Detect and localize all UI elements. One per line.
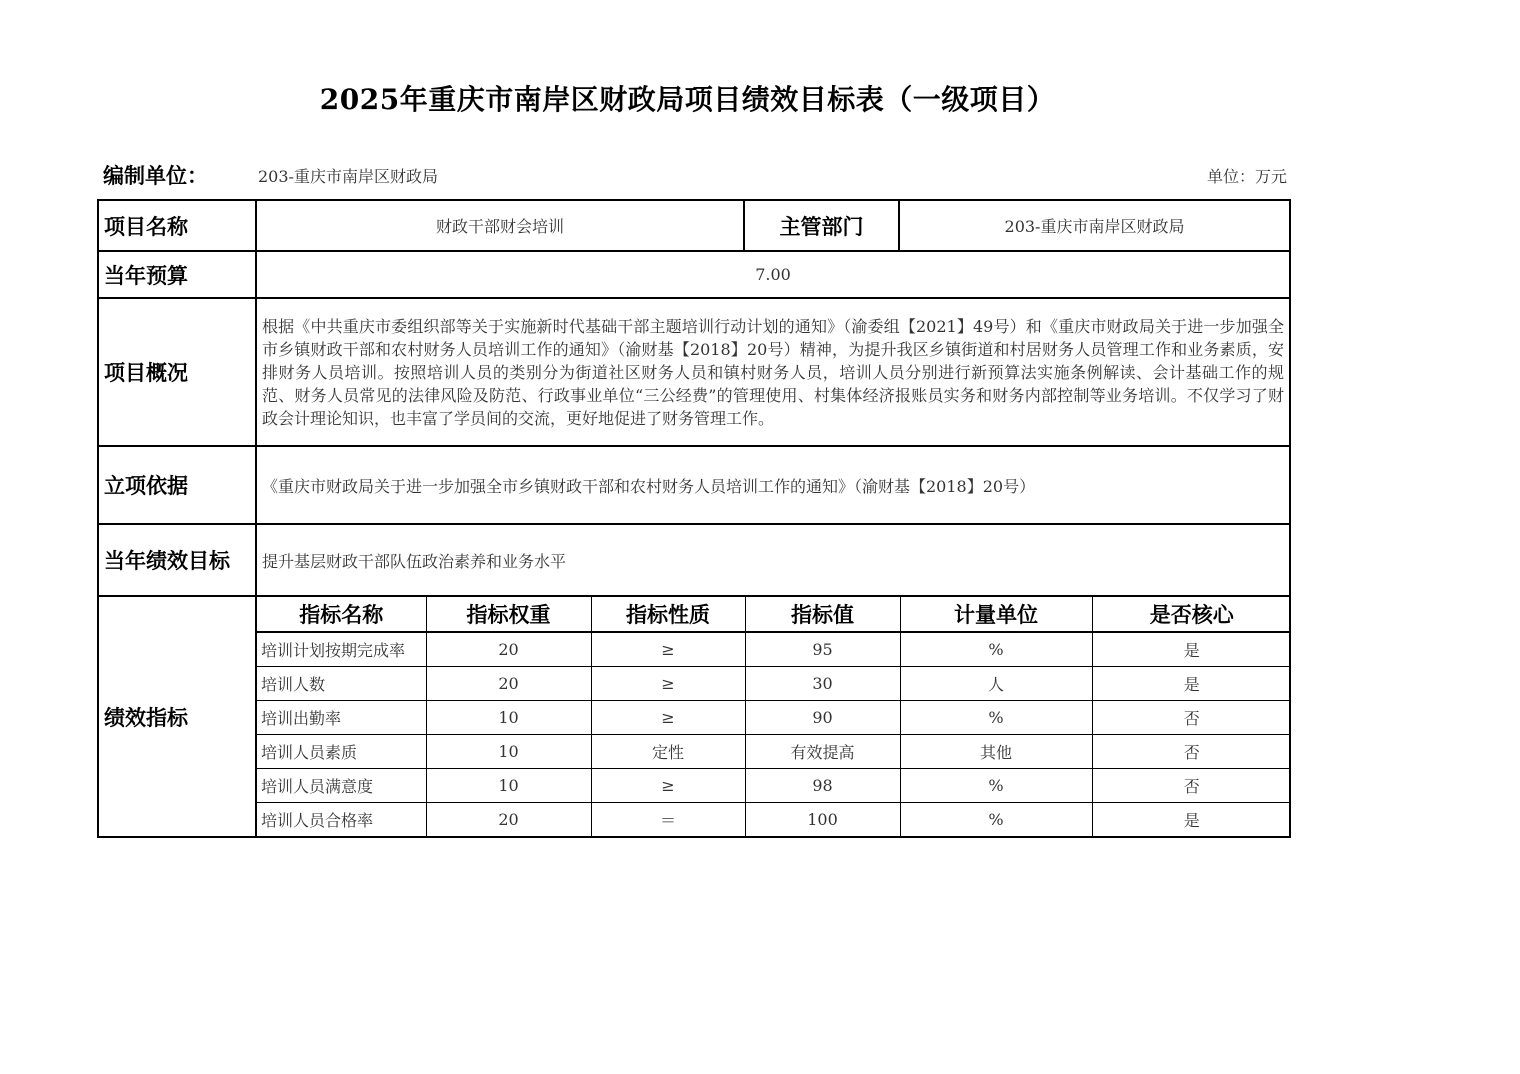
project-name-value: 财政干部财会培训 — [256, 200, 744, 251]
indicator-core: 否 — [1092, 735, 1291, 769]
indicator-name: 培训人员满意度 — [257, 769, 426, 803]
indicator-row — [257, 667, 1291, 701]
overview-text: 根据《中共重庆市委组织部等关于实施新时代基础干部主题培训行动计划的通知》（渝委组【2021】49号）和《重庆市财政局关于进一步加强全市乡镇财政干部和农村财务人员培训工作的通知》（渝财基【2018】20号）精神，为提升我区乡镇街道和村居财务人员管理工作和业务素质，安排财务人员培训。按照培训人员的类别分为街道社区财务人员和镇村财务人员，培训人员分别进行新预算法实施条例解读、会计基础工作的规范、财务人员常见的法律风险及防范、行政事业单位“三公经费”的管理使用、村集体经济报账员实务和财务内部控制等业务培训。不仅学习了财政会计理论知识，也丰富了学员间的交流，更好地促进了财务管理工作。 — [256, 298, 1290, 446]
money-unit: 单位：万元 — [1206, 167, 1287, 186]
indicator-row — [257, 735, 1291, 769]
indicator-unit-header: 计量单位 — [900, 597, 1092, 632]
indicators-table — [257, 597, 1291, 836]
indicator-name: 培训人数 — [257, 667, 426, 701]
goal-label: 当年绩效目标 — [98, 524, 256, 596]
indicator-nature: ≥ — [591, 632, 745, 667]
indicator-value-header: 指标值 — [745, 597, 900, 632]
indicator-row — [257, 803, 1291, 837]
indicator-nature: 定性 — [591, 735, 745, 769]
indicator-core-header: 是否核心 — [1092, 597, 1291, 632]
indicator-unit: 人 — [900, 667, 1092, 701]
indicator-unit: % — [900, 769, 1092, 803]
project-name-label: 项目名称 — [98, 200, 256, 251]
indicator-name: 培训出勤率 — [257, 701, 426, 735]
indicator-weight: 20 — [426, 667, 591, 701]
indicator-nature: ≥ — [591, 701, 745, 735]
indicator-unit: % — [900, 632, 1092, 667]
indicator-nature-header: 指标性质 — [591, 597, 745, 632]
unit-label: 编制单位： — [103, 163, 208, 188]
indicator-name-header: 指标名称 — [257, 597, 426, 632]
indicator-unit: % — [900, 803, 1092, 837]
indicator-value: 90 — [745, 701, 900, 735]
page-title: 2025年重庆市南岸区财政局项目绩效目标表（一级项目） — [319, 83, 1056, 116]
budget-label: 当年预算 — [98, 251, 256, 298]
indicator-value: 有效提高 — [745, 735, 900, 769]
indicators-label: 绩效指标 — [98, 596, 256, 837]
indicator-name: 培训计划按期完成率 — [257, 632, 426, 667]
indicator-core: 是 — [1092, 632, 1291, 667]
indicator-value: 30 — [745, 667, 900, 701]
indicator-weight: 10 — [426, 769, 591, 803]
indicator-core: 是 — [1183, 811, 1200, 830]
overview-label: 项目概况 — [98, 298, 256, 446]
indicator-core: 否 — [1092, 769, 1291, 803]
indicator-value: 95 — [745, 632, 900, 667]
indicator-unit: % — [900, 701, 1092, 735]
basis-text: 《重庆市财政局关于进一步加强全市乡镇财政干部和农村财务人员培训工作的通知》（渝财基【2018】20号） — [256, 446, 1290, 524]
indicator-weight: 10 — [426, 701, 591, 735]
indicator-weight-header: 指标权重 — [426, 597, 591, 632]
indicator-weight: 10 — [426, 735, 591, 769]
indicator-row — [257, 769, 1291, 803]
indicator-row — [257, 701, 1291, 735]
indicator-row — [257, 632, 1291, 667]
indicator-nature: ≥ — [591, 667, 745, 701]
unit-value: 203-重庆市南岸区财政局 — [258, 167, 438, 186]
indicator-core: 否 — [1092, 701, 1291, 735]
indicator-unit: 其他 — [900, 735, 1092, 769]
indicator-name: 培训人员合格率 — [257, 803, 426, 837]
dept-value: 203-重庆市南岸区财政局 — [899, 200, 1290, 251]
indicator-nature: ＝ — [591, 803, 745, 837]
performance-table — [97, 199, 1291, 838]
indicator-value: 100 — [745, 803, 900, 837]
indicator-core: 是 — [1092, 667, 1291, 701]
indicator-weight: 20 — [426, 632, 591, 667]
goal-text: 提升基层财政干部队伍政治素养和业务水平 — [256, 524, 1290, 596]
indicator-value: 98 — [745, 769, 900, 803]
indicator-weight: 20 — [426, 803, 591, 837]
dept-label: 主管部门 — [744, 200, 899, 251]
indicator-nature: ≥ — [591, 769, 745, 803]
indicator-name: 培训人员素质 — [257, 735, 426, 769]
budget-value: 7.00 — [256, 251, 1290, 298]
basis-label: 立项依据 — [98, 446, 256, 524]
